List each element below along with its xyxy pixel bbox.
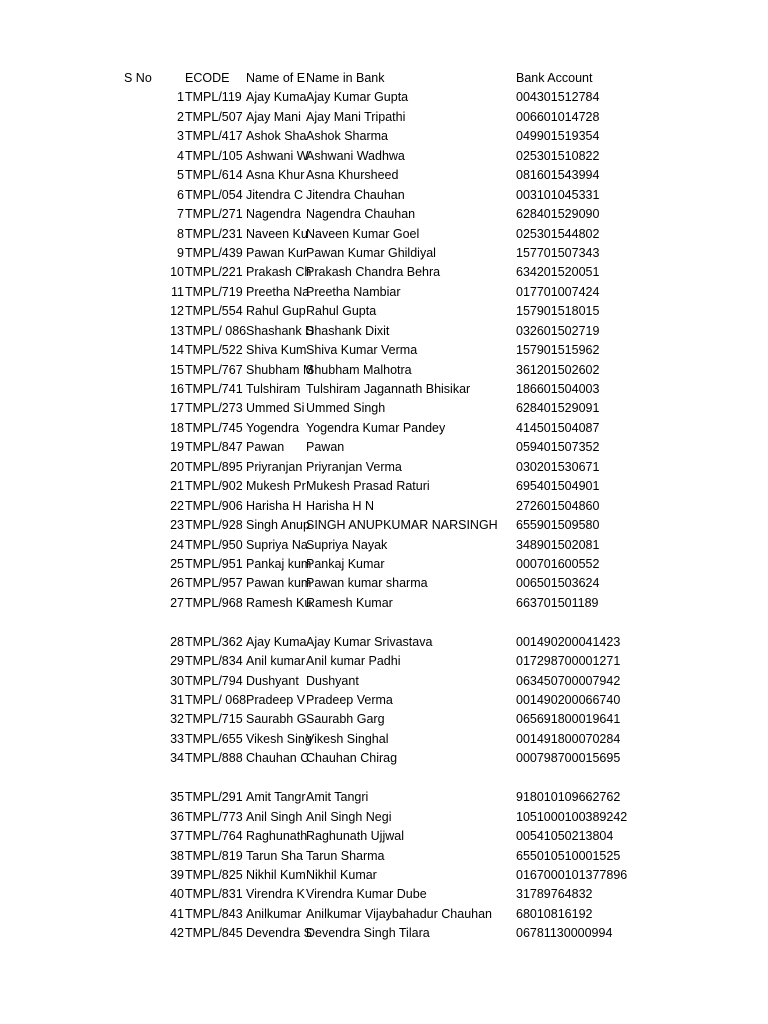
cell-bank-account: 361201502602 [516, 362, 600, 377]
table-row [0, 341, 768, 360]
cell-name-in-bank: Dushyant [306, 673, 359, 688]
table-body [0, 88, 768, 943]
cell-name-of-employee: Saurabh G [246, 712, 307, 727]
cell-name-in-bank: Preetha Nambiar [306, 284, 401, 299]
cell-bank-account: 628401529091 [516, 401, 600, 416]
cell-ecode: TMPL/764 [185, 829, 243, 844]
cell-bank-account: 000701600552 [516, 556, 600, 571]
cell-name-of-employee: Supriya Na [246, 537, 308, 552]
table-row [0, 536, 768, 555]
cell-sno: 23 [170, 518, 184, 533]
cell-bank-account: 025301544802 [516, 226, 600, 241]
cell-name-of-employee: Singh Anup [246, 518, 310, 533]
cell-bank-account: 049901519354 [516, 129, 600, 144]
cell-ecode: TMPL/928 [185, 518, 243, 533]
cell-name-in-bank: Ajay Mani Tripathi [306, 109, 406, 124]
cell-sno: 42 [170, 926, 184, 941]
cell-name-in-bank: Ummed Singh [306, 401, 386, 416]
cell-bank-account: 31789764832 [516, 887, 593, 902]
cell-bank-account: 004301512784 [516, 90, 600, 105]
cell-sno: 13 [170, 323, 184, 338]
cell-ecode: TMPL/957 [185, 576, 243, 591]
cell-sno: 6 [177, 187, 184, 202]
cell-name-in-bank: Vikesh Singhal [306, 731, 389, 746]
cell-bank-account: 157901518015 [516, 304, 600, 319]
cell-bank-account: 001491800070284 [516, 731, 621, 746]
cell-sno: 9 [177, 245, 184, 260]
cell-name-of-employee: Pawan Kur [246, 245, 308, 260]
cell-bank-account: 00541050213804 [516, 829, 614, 844]
cell-name-of-employee: Yogendra [246, 420, 300, 435]
cell-name-in-bank: Shubham Malhotra [306, 362, 412, 377]
table-row [0, 419, 768, 438]
cell-bank-account: 655901509580 [516, 518, 600, 533]
cell-sno: 19 [170, 440, 184, 455]
table-row [0, 147, 768, 166]
cell-name-in-bank: Ajay Kumar Gupta [306, 90, 409, 105]
cell-name-of-employee: Ummed Si [246, 401, 305, 416]
table-row [0, 438, 768, 457]
cell-bank-account: 032601502719 [516, 323, 600, 338]
table-row [0, 205, 768, 224]
cell-name-in-bank: Amit Tangri [306, 790, 369, 805]
table-row [0, 88, 768, 107]
cell-name-in-bank: Saurabh Garg [306, 712, 385, 727]
cell-bank-account: 157701507343 [516, 245, 600, 260]
cell-sno: 32 [170, 712, 184, 727]
cell-sno: 39 [170, 867, 184, 882]
cell-bank-account: 030201530671 [516, 459, 600, 474]
blank-row [0, 769, 768, 788]
cell-sno: 14 [170, 343, 184, 358]
cell-bank-account: 001490200066740 [516, 693, 621, 707]
cell-ecode: TMPL/273 [185, 401, 243, 416]
cell-ecode: TMPL/950 [185, 537, 243, 552]
cell-bank-account: 272601504860 [516, 498, 600, 513]
cell-name-of-employee: Ashwani W [246, 148, 309, 163]
table-row [0, 283, 768, 302]
cell-sno: 27 [170, 595, 184, 610]
cell-name-in-bank: Prakash Chandra Behra [306, 265, 441, 280]
cell-bank-account: 414501504087 [516, 420, 600, 435]
table-row [0, 108, 768, 127]
cell-sno: 3 [177, 129, 184, 144]
cell-sno: 2 [177, 109, 184, 124]
cell-ecode: TMPL/715 [185, 712, 243, 727]
cell-ecode: TMPL/902 [185, 479, 243, 494]
cell-sno: 40 [170, 887, 184, 902]
cell-ecode: TMPL/773 [185, 809, 243, 824]
cell-name-in-bank: Yogendra Kumar Pandey [306, 420, 446, 435]
cell-name-in-bank: Ramesh Kumar [306, 595, 393, 610]
cell-sno: 38 [170, 848, 184, 863]
cell-bank-account: 065691800019641 [516, 712, 621, 727]
cell-name-in-bank: Virendra Kumar Dube [306, 887, 427, 902]
cell-sno: 31 [170, 693, 184, 707]
cell-name-in-bank: Pawan Kumar Ghildiyal [306, 245, 436, 260]
cell-sno: 1 [177, 90, 184, 105]
cell-name-in-bank: Pawan kumar sharma [306, 576, 428, 591]
spreadsheet [0, 69, 768, 944]
cell-sno: 7 [177, 207, 184, 222]
cell-ecode: TMPL/968 [185, 595, 243, 610]
table-row [0, 263, 768, 282]
cell-ecode: TMPL/507 [185, 109, 243, 124]
cell-name-of-employee: Anilkumar [246, 906, 302, 921]
cell-sno: 11 [171, 284, 184, 299]
cell-name-of-employee: Anil Singh [246, 809, 303, 824]
cell-ecode: TMPL/054 [185, 187, 243, 202]
cell-bank-account: 634201520051 [516, 265, 600, 280]
cell-name-in-bank: Ashok Sharma [306, 129, 388, 144]
cell-ecode: TMPL/614 [185, 168, 243, 183]
cell-ecode: TMPL/719 [185, 284, 243, 299]
cell-name-in-bank: Pankaj Kumar [306, 556, 385, 571]
cell-name-of-employee: Pankaj kum [246, 556, 312, 571]
cell-ecode: TMPL/554 [185, 304, 243, 319]
table-row [0, 477, 768, 496]
cell-name-of-employee: Rahul Gup [246, 304, 306, 319]
table-row [0, 166, 768, 185]
cell-name-in-bank: Pradeep Verma [306, 693, 393, 707]
cell-bank-account: 0167000101377896 [516, 867, 628, 882]
cell-name-of-employee: Asna Khur [246, 168, 305, 183]
cell-bank-account: 68010816192 [516, 906, 593, 921]
cell-name-of-employee: Shashank D [246, 323, 315, 338]
cell-name-in-bank: Raghunath Ujjwal [306, 829, 404, 844]
cell-bank-account: 348901502081 [516, 537, 600, 552]
table-row [0, 127, 768, 146]
cell-name-in-bank: Shiva Kumar Verma [306, 343, 418, 358]
cell-name-of-employee: Vikesh Sing [246, 731, 312, 746]
cell-name-in-bank: Anil Singh Negi [306, 809, 392, 824]
cell-sno: 33 [170, 731, 184, 746]
table-row [0, 847, 768, 866]
cell-name-of-employee: Naveen Ku [246, 226, 308, 241]
table-row [0, 749, 768, 768]
cell-ecode: TMPL/906 [185, 498, 243, 513]
cell-sno: 21 [170, 479, 184, 494]
cell-bank-account: 186601504003 [516, 382, 600, 396]
cell-bank-account: 081601543994 [516, 168, 600, 183]
cell-ecode: TMPL/522 [185, 343, 243, 358]
table-row [0, 691, 768, 710]
cell-ecode: TMPL/895 [185, 459, 243, 474]
cell-name-of-employee: Ajay Kuma [246, 90, 307, 105]
cell-name-in-bank: Ajay Kumar Srivastava [306, 634, 433, 649]
cell-sno: 8 [177, 226, 184, 241]
cell-ecode: TMPL/291 [185, 790, 243, 805]
cell-ecode: TMPL/221 [185, 265, 243, 280]
cell-name-of-employee: Nikhil Kum [246, 867, 306, 882]
cell-name-of-employee: Mukesh Pr [246, 479, 306, 494]
cell-name-in-bank: SINGH ANUPKUMAR NARSINGH [306, 518, 498, 533]
cell-sno: 26 [170, 576, 184, 591]
cell-name-of-employee: Priyranjan [246, 459, 303, 474]
cell-name-of-employee: Shubham M [246, 362, 314, 377]
cell-bank-account: 006601014728 [516, 109, 600, 124]
cell-ecode: TMPL/271 [185, 207, 243, 222]
cell-bank-account: 017298700001271 [516, 654, 621, 669]
cell-sno: 4 [177, 148, 184, 163]
table-row [0, 808, 768, 827]
cell-sno: 12 [170, 304, 184, 319]
table-row [0, 672, 768, 691]
cell-ecode: TMPL/847 [185, 440, 243, 455]
cell-sno: 24 [170, 537, 184, 552]
cell-name-in-bank: Chauhan Chirag [306, 751, 398, 766]
table-row [0, 730, 768, 749]
cell-ecode: TMPL/825 [185, 867, 243, 882]
cell-sno: 37 [170, 829, 184, 844]
table-row [0, 361, 768, 380]
cell-ecode: TMPL/831 [185, 887, 243, 902]
cell-sno: 5 [177, 168, 184, 183]
cell-bank-account: 628401529090 [516, 207, 600, 222]
cell-name-in-bank: Jitendra Chauhan [306, 187, 405, 202]
cell-ecode: TMPL/ 068 [185, 693, 247, 707]
cell-ecode: TMPL/439 [185, 245, 243, 260]
cell-sno: 22 [170, 498, 184, 513]
cell-name-of-employee: Tulshiram [246, 382, 301, 396]
cell-name-of-employee: Harisha H [246, 498, 302, 513]
cell-sno: 29 [170, 654, 184, 669]
table-row [0, 924, 768, 943]
cell-name-in-bank: Naveen Kumar Goel [306, 226, 420, 241]
cell-name-in-bank: Nagendra Chauhan [306, 207, 416, 222]
cell-bank-account: 695401504901 [516, 479, 600, 494]
cell-ecode: TMPL/834 [185, 654, 243, 669]
cell-ecode: TMPL/819 [185, 848, 243, 863]
cell-name-of-employee: Dushyant [246, 673, 299, 688]
table-row [0, 225, 768, 244]
cell-ecode: TMPL/741 [185, 382, 243, 396]
cell-name-in-bank: Anilkumar Vijaybahadur Chauhan [306, 906, 492, 921]
cell-bank-account: 06781130000994 [516, 926, 613, 941]
cell-bank-account: 063450700007942 [516, 673, 621, 688]
cell-sno: 17 [170, 401, 184, 416]
cell-ecode: TMPL/655 [185, 731, 243, 746]
cell-name-of-employee: Chauhan C [246, 751, 310, 766]
cell-name-of-employee: Ajay Kuma [246, 634, 307, 649]
cell-name-of-employee: Ramesh Ku [246, 595, 312, 610]
cell-bank-account: 157901515962 [516, 343, 600, 358]
cell-name-of-employee: Jitendra C [246, 187, 303, 202]
table-row [0, 633, 768, 652]
header-row [0, 69, 768, 88]
cell-ecode: TMPL/ 086 [185, 323, 247, 338]
table-row [0, 574, 768, 593]
cell-name-of-employee: Amit Tangr [246, 790, 306, 805]
table-row [0, 827, 768, 846]
cell-bank-account: 000798700015695 [516, 751, 621, 766]
header-name-of-employee: Name of E [246, 71, 306, 85]
cell-sno: 15 [170, 362, 184, 377]
cell-ecode: TMPL/231 [185, 226, 243, 241]
blank-row [0, 613, 768, 632]
cell-name-of-employee: Pawan [246, 440, 285, 455]
header-ecode: ECODE [185, 71, 230, 85]
cell-name-of-employee: Devendra S [246, 926, 313, 941]
cell-bank-account: 663701501189 [516, 595, 599, 610]
table-row [0, 399, 768, 418]
header-bank-account: Bank Account [516, 71, 593, 85]
cell-ecode: TMPL/951 [185, 556, 243, 571]
cell-name-of-employee: Nagendra [246, 207, 301, 222]
table-row [0, 594, 768, 613]
cell-bank-account: 059401507352 [516, 440, 600, 455]
cell-ecode: TMPL/794 [185, 673, 243, 688]
table-row [0, 380, 768, 399]
table-row [0, 885, 768, 904]
cell-name-in-bank: Shashank Dixit [306, 323, 390, 338]
table-row [0, 458, 768, 477]
cell-sno: 35 [170, 790, 184, 805]
cell-bank-account: 001490200041423 [516, 634, 621, 649]
cell-name-of-employee: Pradeep V [246, 693, 306, 707]
cell-sno: 20 [170, 459, 184, 474]
table-row [0, 497, 768, 516]
cell-sno: 25 [170, 556, 184, 571]
cell-name-of-employee: Pawan kum [246, 576, 312, 591]
cell-sno: 10 [170, 265, 184, 280]
cell-sno: 36 [170, 809, 184, 824]
table-row [0, 186, 768, 205]
table-row [0, 866, 768, 885]
cell-name-in-bank: Mukesh Prasad Raturi [306, 479, 430, 494]
cell-ecode: TMPL/417 [185, 129, 243, 144]
cell-name-in-bank: Tarun Sharma [306, 848, 385, 863]
cell-sno: 16 [170, 382, 184, 396]
table-row [0, 516, 768, 535]
cell-ecode: TMPL/843 [185, 906, 243, 921]
table-row [0, 322, 768, 341]
cell-name-in-bank: Nikhil Kumar [306, 867, 377, 882]
header-sno: S No [124, 71, 152, 85]
cell-name-in-bank: Asna Khursheed [306, 168, 399, 183]
cell-name-in-bank: Devendra Singh Tilara [306, 926, 430, 941]
cell-bank-account: 025301510822 [516, 148, 600, 163]
cell-sno: 30 [170, 673, 184, 688]
cell-ecode: TMPL/888 [185, 751, 243, 766]
cell-ecode: TMPL/845 [185, 926, 243, 941]
cell-name-in-bank: Priyranjan Verma [306, 459, 402, 474]
cell-name-in-bank: Pawan [306, 440, 345, 455]
cell-ecode: TMPL/119 [185, 90, 242, 105]
table-row [0, 652, 768, 671]
cell-name-of-employee: Virendra K [246, 887, 305, 902]
cell-name-in-bank: Rahul Gupta [306, 304, 377, 319]
cell-name-of-employee: Ashok Sha [246, 129, 307, 144]
cell-sno: 34 [170, 751, 184, 766]
cell-name-of-employee: Anil kumar [246, 654, 306, 669]
cell-ecode: TMPL/362 [185, 634, 243, 649]
cell-bank-account: 1051000100389242 [516, 809, 628, 824]
cell-name-of-employee: Prakash Ch [246, 265, 312, 280]
cell-bank-account: 003101045331 [516, 187, 600, 202]
table-row [0, 302, 768, 321]
table-row [0, 788, 768, 807]
cell-name-in-bank: Anil kumar Padhi [306, 654, 401, 669]
cell-name-in-bank: Supriya Nayak [306, 537, 388, 552]
table-row [0, 710, 768, 729]
cell-sno: 41 [170, 906, 184, 921]
cell-bank-account: 655010510001525 [516, 848, 621, 863]
cell-name-of-employee: Shiva Kum [246, 343, 307, 358]
cell-name-of-employee: Preetha Na [246, 284, 310, 299]
cell-sno: 28 [170, 634, 184, 649]
cell-name-in-bank: Ashwani Wadhwa [306, 148, 405, 163]
cell-bank-account: 918010109662762 [516, 790, 621, 805]
cell-ecode: TMPL/105 [185, 148, 243, 163]
cell-name-in-bank: Tulshiram Jagannath Bhisikar [306, 382, 471, 396]
table-row [0, 555, 768, 574]
cell-ecode: TMPL/745 [185, 420, 243, 435]
cell-sno: 18 [170, 420, 184, 435]
cell-name-of-employee: Raghunath [246, 829, 308, 844]
cell-name-of-employee: Tarun Sha [246, 848, 303, 863]
cell-name-of-employee: Ajay Mani [246, 109, 301, 124]
table-row [0, 905, 768, 924]
cell-bank-account: 006501503624 [516, 576, 600, 591]
header-name-in-bank: Name in Bank [306, 71, 385, 85]
cell-ecode: TMPL/767 [185, 362, 243, 377]
cell-name-in-bank: Harisha H N [306, 498, 375, 513]
table-row [0, 244, 768, 263]
cell-bank-account: 017701007424 [516, 284, 600, 299]
